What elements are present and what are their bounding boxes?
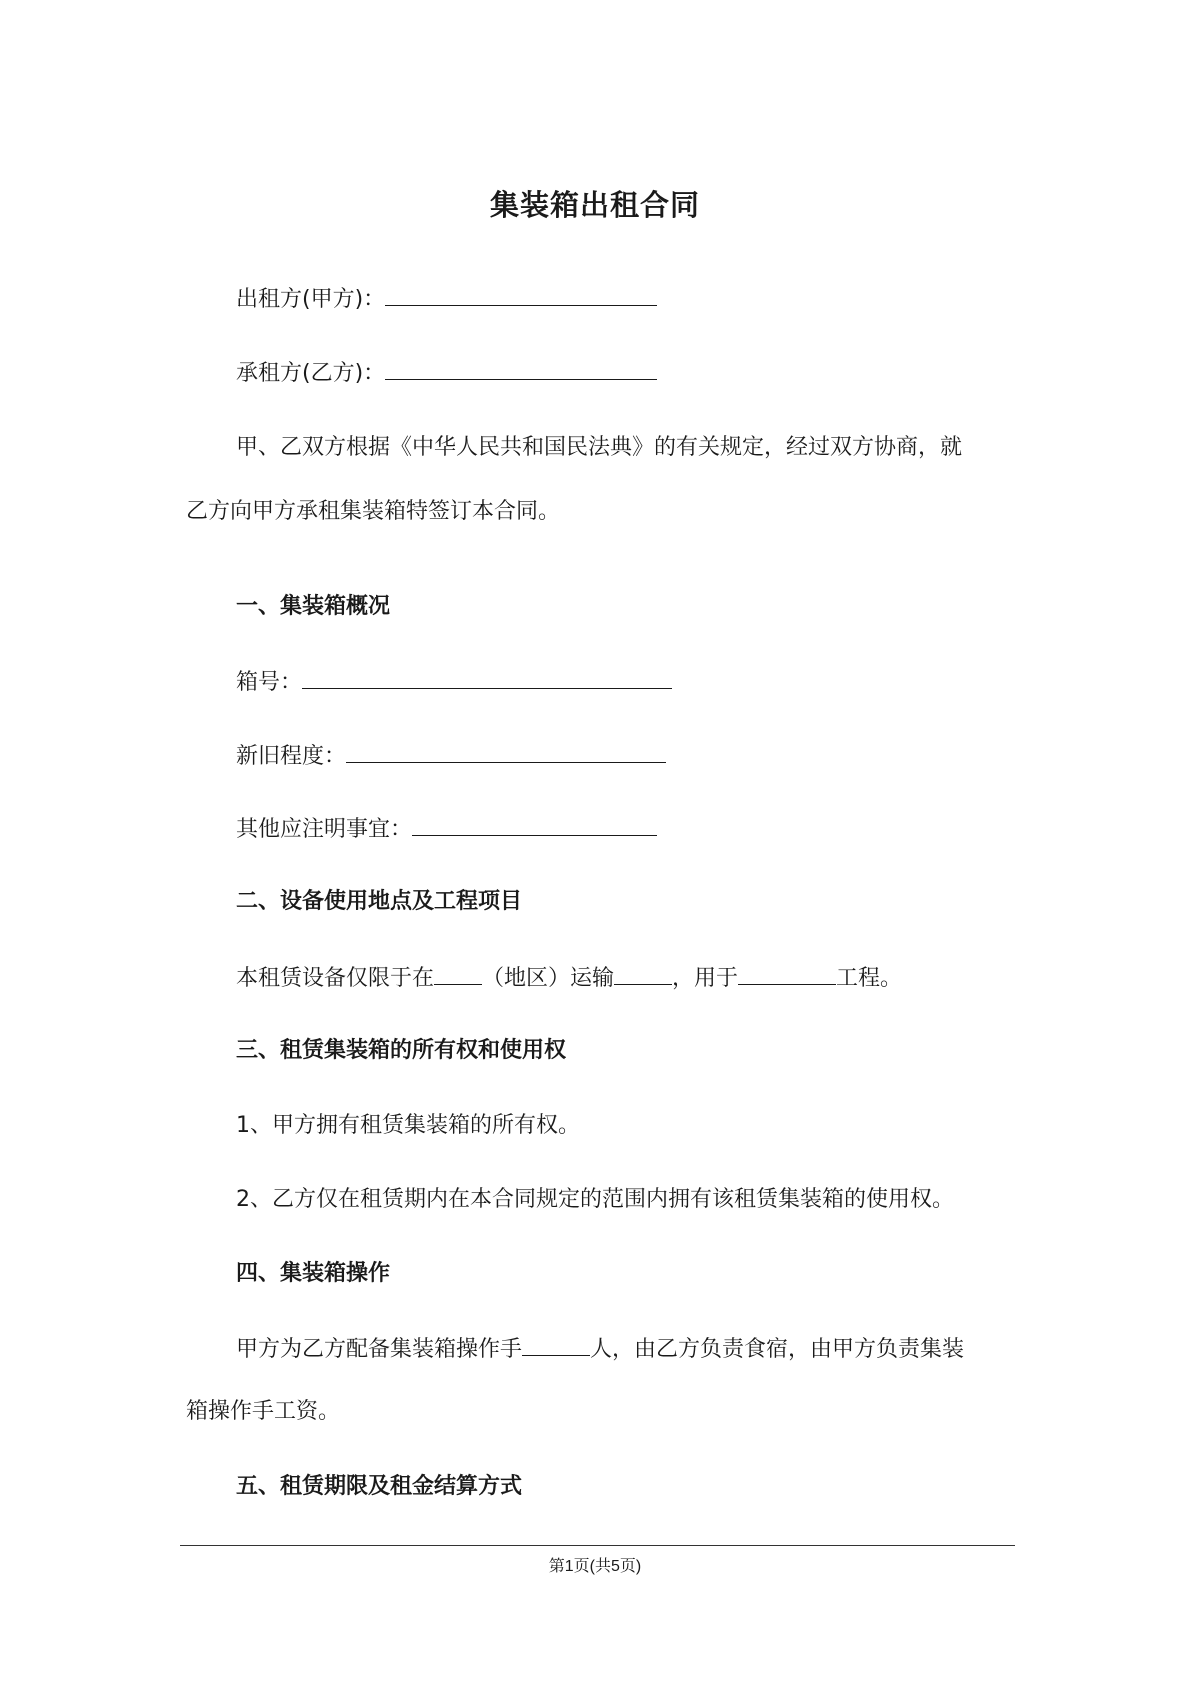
section-4-heading: 四、集装箱操作 xyxy=(236,1261,391,1286)
intro-line-1: 甲、乙双方根据《中华人民共和国民法典》的有关规定，经过双方协商，就 xyxy=(236,435,963,460)
section-5-heading: 五、租赁期限及租金结算方式 xyxy=(236,1474,523,1499)
ownership-item-2: 2、乙方仅在租赁期内在本合同规定的范围内拥有该租赁集装箱的使用权。 xyxy=(236,1187,954,1212)
ownership-item-1: 1、甲方拥有租赁集装箱的所有权。 xyxy=(236,1113,580,1138)
condition-line xyxy=(236,740,666,772)
lessee-line xyxy=(236,357,657,389)
other-matters-line xyxy=(236,813,657,845)
project-blank[interactable] xyxy=(738,962,836,985)
intro-line-2: 乙方向甲方承租集装箱特签订本合同。 xyxy=(186,499,561,524)
condition-label: 新旧程度： xyxy=(236,744,347,769)
section-2-heading: 二、设备使用地点及工程项目 xyxy=(236,889,523,914)
condition-blank[interactable] xyxy=(346,740,666,763)
box-number-blank[interactable] xyxy=(302,666,672,689)
usage-text-c: ，用于 xyxy=(672,966,739,991)
operator-line-1 xyxy=(236,1333,964,1365)
usage-text-d: 工程。 xyxy=(836,966,903,991)
section-3-heading: 三、租赁集装箱的所有权和使用权 xyxy=(236,1038,567,1063)
box-number-line xyxy=(236,666,672,698)
transport-blank[interactable] xyxy=(614,962,672,985)
usage-location-line xyxy=(236,962,902,994)
operator-count-blank[interactable] xyxy=(522,1333,590,1356)
operator-text-b: 人，由乙方负责食宿，由甲方负责集装 xyxy=(590,1337,965,1362)
other-matters-blank[interactable] xyxy=(412,813,657,836)
page-number: 第1页(共5页) xyxy=(548,1558,642,1575)
usage-text-b: （地区）运输 xyxy=(482,966,615,991)
operator-line-2: 箱操作手工资。 xyxy=(186,1399,341,1424)
operator-text-a: 甲方为乙方配备集装箱操作手 xyxy=(236,1337,523,1362)
region-blank[interactable] xyxy=(434,962,482,985)
footer-divider xyxy=(180,1545,1015,1546)
lessee-blank[interactable] xyxy=(385,357,657,380)
section-1-heading: 一、集装箱概况 xyxy=(236,594,391,619)
lessor-label: 出租方(甲方)： xyxy=(236,287,386,312)
document-title: 集装箱出租合同 xyxy=(489,188,700,222)
lessee-label: 承租方(乙方)： xyxy=(236,361,386,386)
other-matters-label: 其他应注明事宜： xyxy=(236,817,413,842)
lessor-line xyxy=(236,283,657,315)
lessor-blank[interactable] xyxy=(385,283,657,306)
box-number-label: 箱号： xyxy=(236,670,303,695)
usage-text-a: 本租赁设备仅限于在 xyxy=(236,966,435,991)
